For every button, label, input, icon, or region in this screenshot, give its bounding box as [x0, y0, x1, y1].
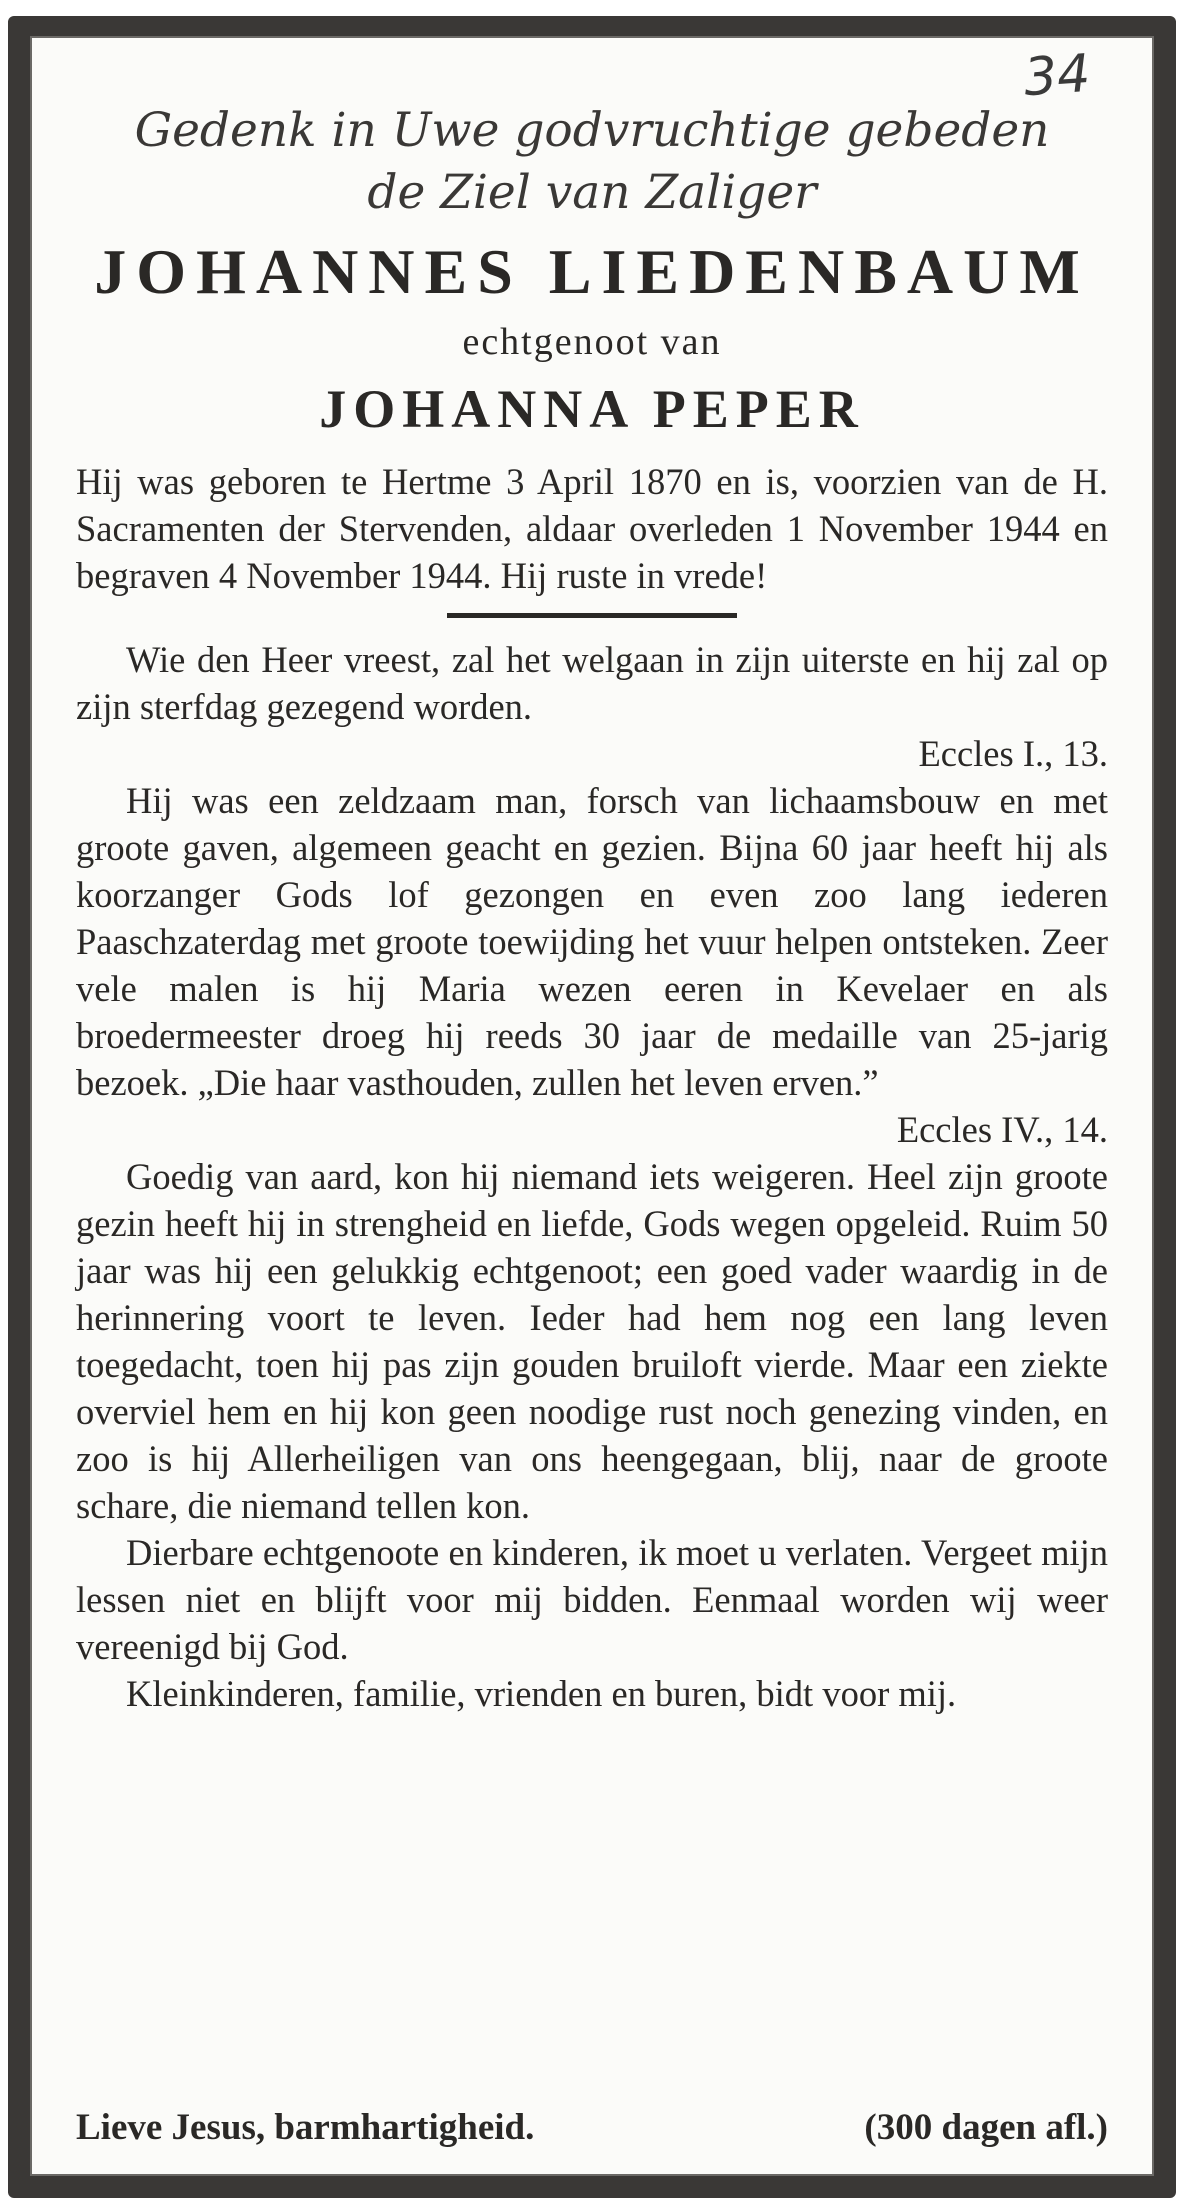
- paragraph-text: Hij was een zeldzaam man, forsch van lichaamsbouw en met groote gaven, algemeen geacht en gezien. Bijna 60 jaar heeft hij als koorzanger Gods lof gezongen en even zoo lang iederen Paaschzaterdag met groote toewijding het vuur helpen ontsteken. Zeer vele malen is hij Maria wezen eeren in Kevelaer en als broedermeester droeg hij reeds 30 jaar de medaille van 25-jarig bezoek. „Die haar vasthouden, zullen het leven erven.”: [76, 780, 1108, 1103]
- paragraph-5: Kleinkinderen, familie, vrienden en buren, bidt voor mij.: [126, 1673, 957, 1714]
- intro-line-1: Gedenk in Uwe godvruchtige gebeden: [134, 103, 1050, 158]
- footer-indulgence: (300 dagen afl.): [864, 2107, 1108, 2148]
- memorial-card: [8, 16, 1176, 2198]
- scripture-reference: Eccles IV., 14.: [896, 1109, 1108, 1150]
- intro-line-2: de Ziel van Zaliger: [367, 165, 817, 220]
- deceased-name: JOHANNES LIEDENBAUM: [94, 236, 1090, 307]
- paragraph-2: [76, 777, 1108, 1153]
- paragraphs: [32, 636, 1152, 1717]
- spouse-name: JOHANNA PEPER: [319, 379, 865, 439]
- divider: [447, 613, 737, 618]
- footer: [76, 2104, 1108, 2152]
- paragraph-3: Goedig van aard, kon hij niemand iets weigeren. Heel zijn groote gezin heeft hij in strengheid en liefde, Gods wegen opgeleid. Ruim 50 jaar was hij een gelukkig echtgenoot; een goed vader waardig in de herinnering voort te leven. Ieder had hem nog een lang leven toegedacht, toen hij pas zijn gouden bruiloft vierde. Maar een ziekte overviel hem en hij kon geen noodige rust noch genezing vinden, en zoo is hij Allerheiligen van ons heengegaan, blij, naar de groote schare, die niemand tellen kon.: [76, 1156, 1108, 1526]
- footer-prayer: Lieve Jesus, barmhartigheid.: [76, 2107, 535, 2148]
- scripture-reference: Eccles I., 13.: [918, 733, 1108, 774]
- paragraph-1: [76, 636, 1108, 777]
- paragraph-text: Wie den Heer vreest, zal het welgaan in zijn uiterste en hij zal op zijn sterfdag gezegend worden.: [76, 639, 1108, 727]
- biography: Hij was geboren te Hertme 3 April 1870 en is, voorzien van de H. Sacramenten der Stervenden, aldaar overleden 1 November 1944 en begraven 4 November 1944. Hij ruste in vrede!: [76, 461, 1108, 596]
- spouse-label: echtgenoot van: [462, 321, 722, 363]
- archive-number: 34: [1021, 43, 1093, 109]
- paragraph-4: Dierbare echtgenoote en kinderen, ik moet u verlaten. Vergeet mijn lessen niet en blijft voor mij bidden. Eenmaal worden wij weer vereenigd bij God.: [76, 1532, 1108, 1667]
- card-paper: [30, 36, 1154, 2176]
